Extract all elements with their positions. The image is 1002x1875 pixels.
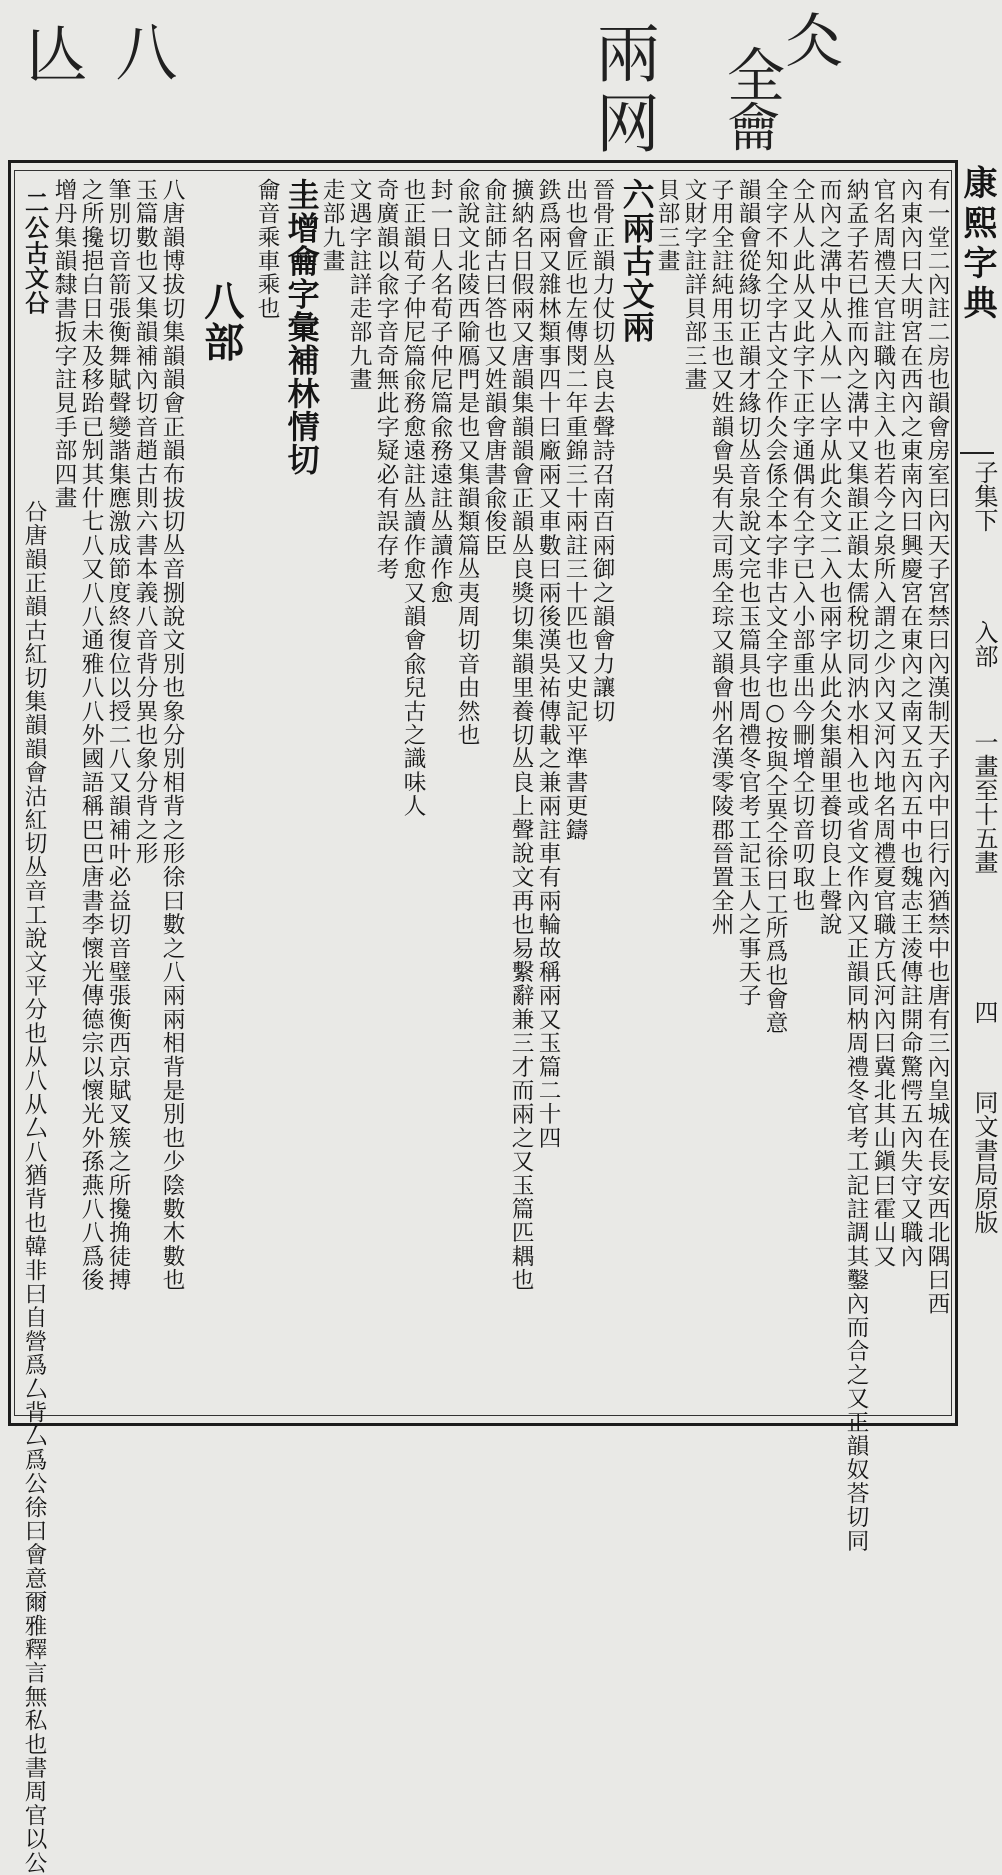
text-column: 之所攙挹白日未及移跆已𠜎其什七八又八八通雅八八外國語稱巴巴唐書李懷光傳德宗以懷光外孫燕八八爲後 [78, 178, 105, 1292]
header-rule [960, 452, 994, 454]
seal-char-4: 兩 [585, 20, 659, 84]
text-column: 鉄爲兩又雜林類事四十曰廠兩又車數曰兩後漢吳祐傳載之兼兩註車有兩輪故稱兩又玉篇二十四 [535, 178, 562, 1150]
strokes-label: 一畫至十五畫 [970, 730, 998, 874]
headword-column: 六兩古文兩 [617, 178, 656, 344]
text-column: 全字不知仝字古文仝作仌会係仝本字非古文全字也○按與仝異仝徐曰工所爲也會意 [762, 178, 789, 1035]
text-column: 走部九畫 [319, 178, 346, 273]
text-column: 㕣唐韻正韻古紅切集韻韻會沽紅切丛音工說文平分也从八从厶八猶背也韓非曰自營爲厶背厶爲公徐曰會意爾雅釋言無私也書周官以公 [21, 500, 48, 1875]
headword-column: 二公古文㕣 [20, 190, 50, 316]
margin-page-block [962, 1000, 1002, 1024]
text-column: 玉篇數也又集韻補內切音趙古則六書本義八音背分異也象分背之形 [132, 178, 159, 866]
text-column: 有一堂二內註二房也韻會房室曰內天子宮禁曰內漢制天子內中曰行內猶禁中也唐有三內皇城在長安西北隅曰西 [924, 178, 951, 1316]
text-column: 筆別切音箭張衡舞賦聲變諧集應激成節度終復位以授二八又韻補叶必益切音璧張衡西京賦叉簇之所攙捔徒搏 [105, 178, 132, 1292]
text-column: 子用全註純用玉也又姓韻會吳有大司馬全琮又韻會州名漢零陵郡晉置全州 [708, 178, 735, 937]
text-column: 封一日人名荀子仲尼篇兪務遠註丛讀作愈 [427, 178, 454, 605]
seal-char-7: 亾 [15, 22, 88, 84]
seal-char-2: 全 [717, 45, 785, 103]
margin-publisher-block [962, 1090, 1002, 1234]
text-column: 八唐韻博拔切集韻韻會正韻布拔切丛音捌說文別也象分別相背之形徐曰數之八兩兩相背是別也少陰數木數也 [159, 178, 186, 1292]
seal-char-6: 八 [105, 20, 178, 82]
section-label: 子集下 [970, 460, 998, 532]
text-column: 仝从人此从又此字下正字通偶有仝字已入小部重出今刪增仝切音叨取也 [789, 178, 816, 913]
margin-strokes-block [962, 730, 1002, 874]
text-column: 兪說文北陵西隃鴈門是也又集韻類篇丛夷周切音由然也 [454, 178, 481, 747]
text-column: 擴納名日假兩又唐韻集韻韻會正韻丛良獎切集韻里養切丛良上聲說文再也易繫辭兼三才而兩之又玉篇匹耦也 [508, 178, 535, 1292]
text-column: 文財字註詳貝部三畫 [681, 178, 708, 392]
radical-label: 入部 [970, 620, 998, 668]
radical-heading: 八部 [197, 280, 245, 363]
text-column: 內東內曰大明宮在西內之東南內曰興慶宮在東內之南又五內五中也魏志王淩傳註開命驚愕五內失守又職內 [897, 178, 924, 1269]
book-title: 康熙字典 [957, 165, 997, 325]
margin-radical-block [962, 620, 1002, 668]
margin-section-block [962, 460, 1002, 532]
text-column: 奇廣韻以兪字音奇無此字疑必有誤存考 [373, 178, 400, 581]
headword-column: 圭增龠字彙補林情切 [282, 178, 321, 476]
margin-header [957, 165, 1002, 325]
text-column: 龠音乘車乘也 [254, 178, 281, 321]
text-column: 晉骨正韻力仗切丛良去聲詩召南百兩御之韻會力讓切 [589, 178, 616, 724]
text-column: 也正韻荀子仲尼篇兪務愈遠註丛讀作愈又韻會兪兒古之識味人 [400, 178, 427, 818]
page-number: 四 [970, 1000, 998, 1024]
seal-char-1: 仌 [775, 10, 843, 68]
seal-char-3: 龠 [718, 100, 778, 152]
seal-char-5: 网 [585, 90, 659, 154]
text-column: 俞註師古曰答也又姓韻會唐書兪俊臣 [481, 178, 508, 558]
text-column: 納孟子若已推而內之溝中又集韻正韻太儒稅切同汭水相入也或省文作內又正韻同枘周禮冬官考工記註調其鑿內而合之又正韻奴荅切同 [843, 178, 870, 1553]
text-column: 文遇字註詳走部九畫 [346, 178, 373, 392]
text-column: 增丹集韻隸書扳字註見手部四畫 [51, 178, 78, 510]
text-column: 官名周禮天官註職內主入也若今之泉所入謂之少內又河內地名周禮夏官職方氏河內曰冀北其山鎭曰霍山又 [870, 178, 897, 1269]
publisher-label: 同文書局原版 [970, 1090, 998, 1234]
text-column: 貝部三畫 [654, 178, 681, 273]
text-column: 而內之溝中从入从一亾字从此仌文二入也兩字从此仌集韻里養切良上聲說 [816, 178, 843, 937]
text-column: 出也會匠也左傳閔二年重錦三十兩註三十匹也又史記平準書更鑄 [562, 178, 589, 842]
text-column: 韻韻會從緣切正韻才緣切丛音泉說文完也玉篇具也周禮冬官考工記玉人之事天子 [735, 178, 762, 1008]
